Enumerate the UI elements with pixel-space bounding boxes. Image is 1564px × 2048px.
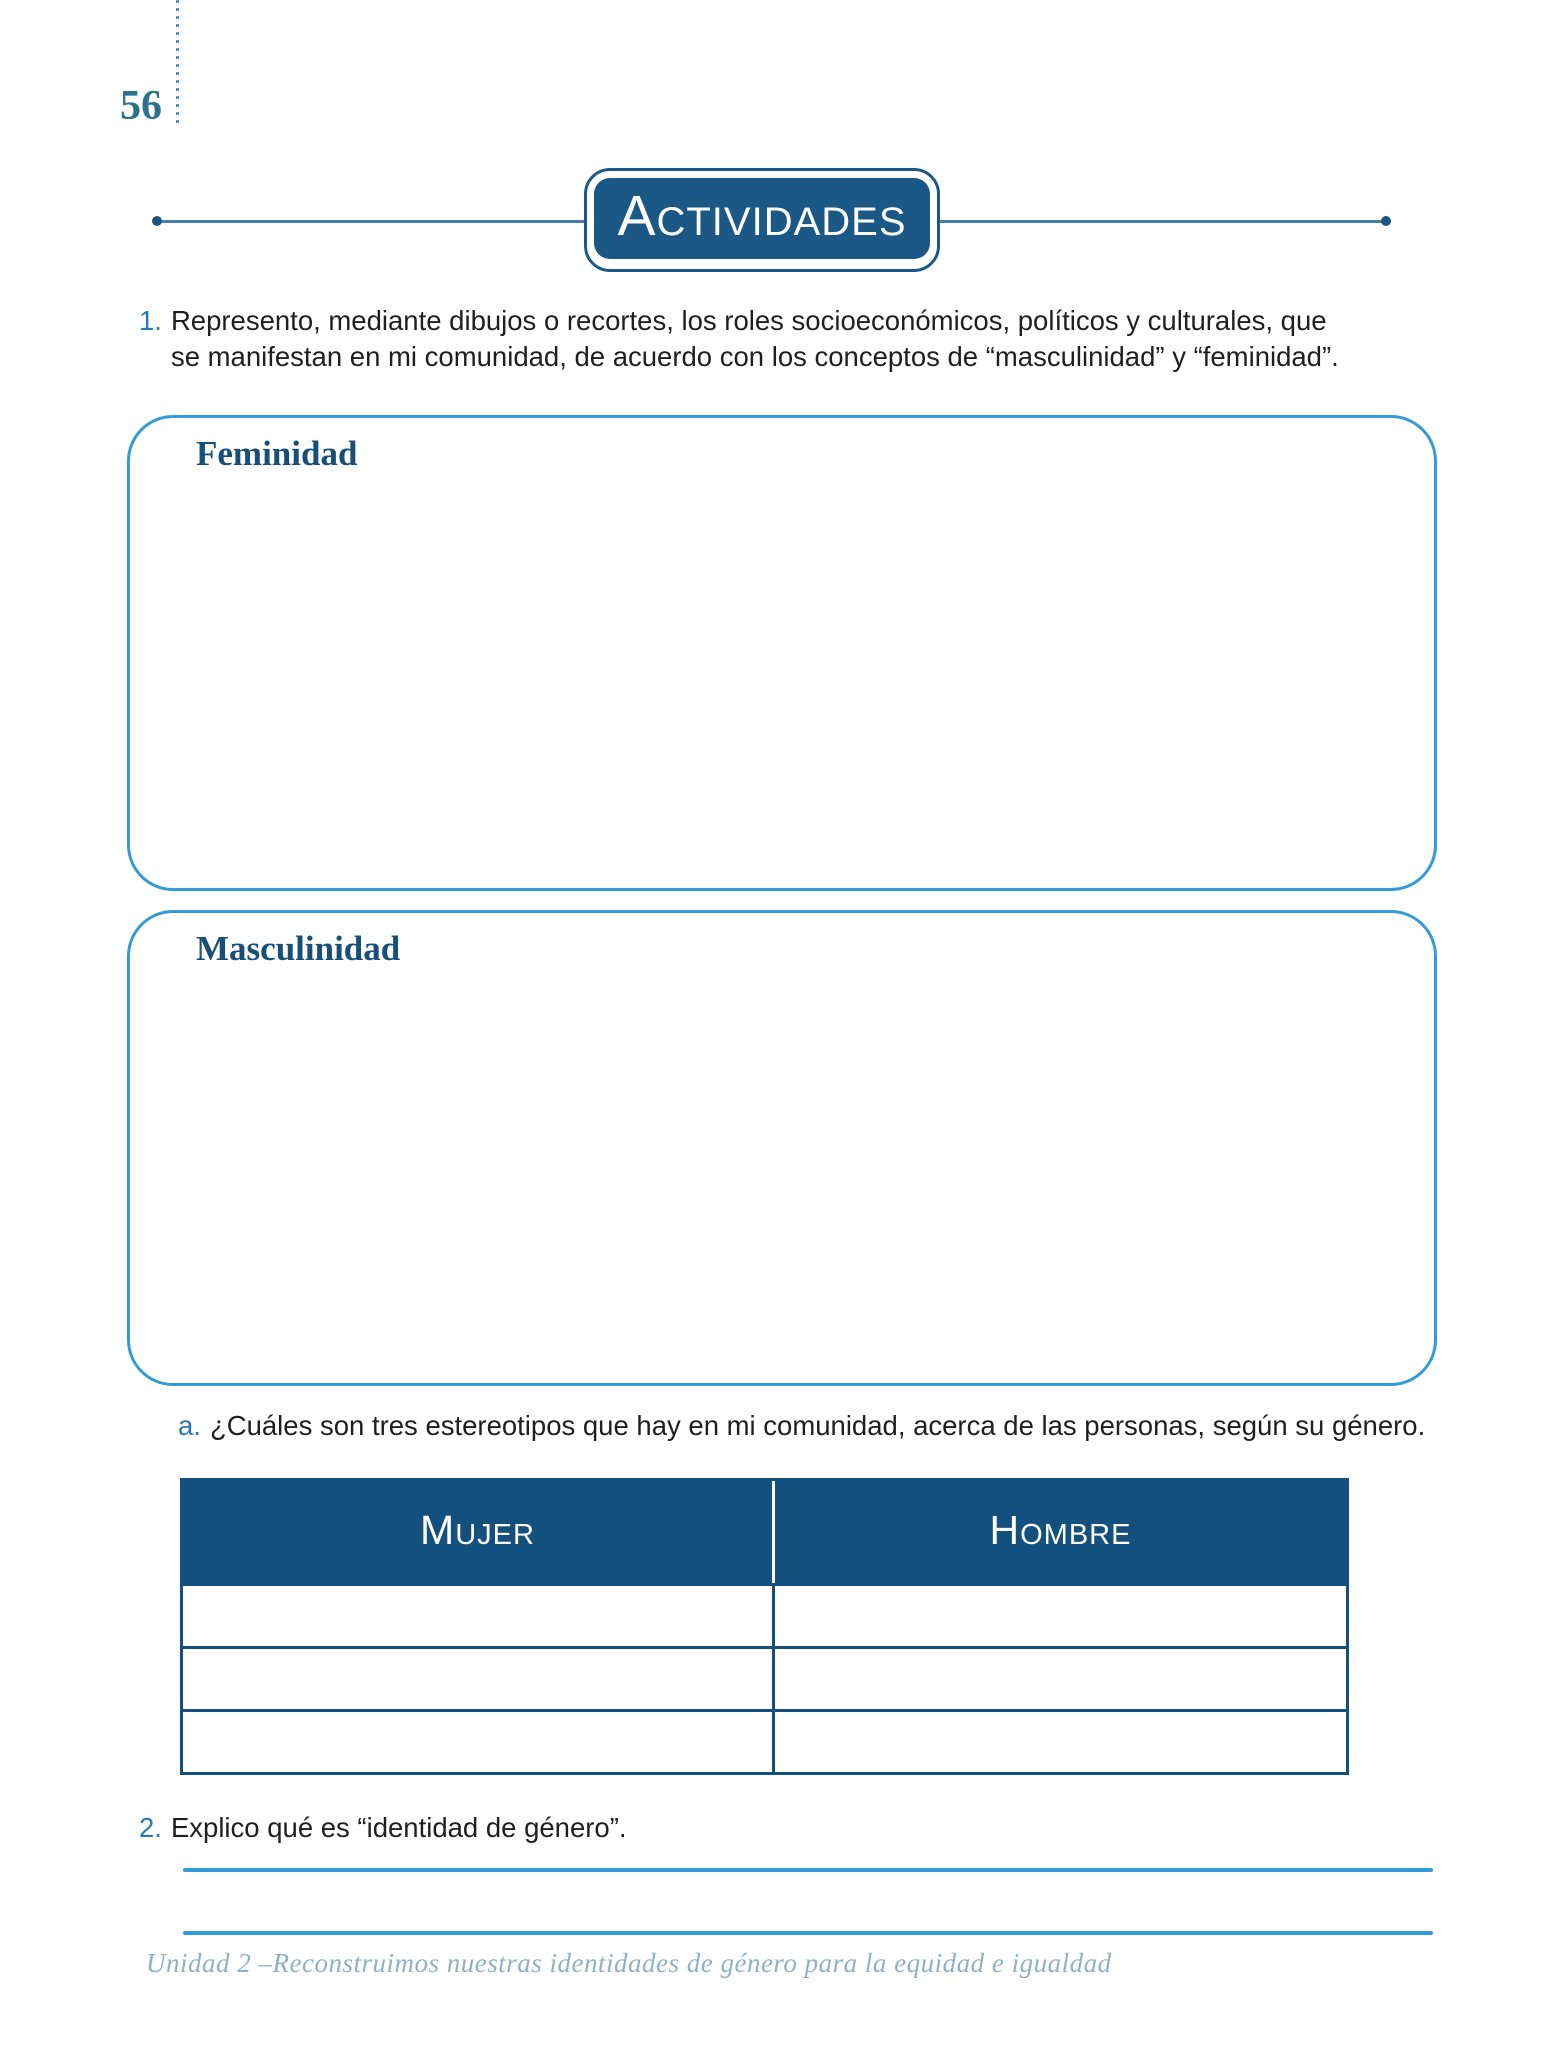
table-cell-mujer-1 — [183, 1586, 775, 1646]
activity-1-text — [171, 303, 1339, 375]
activity-1-text-line-2: se manifestan en mi comunidad, de acuerdo con los conceptos de “masculinidad” y “feminidad”. — [170, 341, 1339, 372]
feminidad-box — [127, 415, 1437, 891]
activities-badge — [584, 168, 940, 272]
question-a-text: ¿Cuáles son tres estereotipos que hay en mi comunidad, acerca de las personas, según su género. — [209, 1410, 1426, 1441]
table-cell-mujer-2 — [183, 1649, 775, 1709]
table-header-mujer-label: MUJER — [420, 1506, 535, 1553]
rule-dot-left-icon — [152, 216, 162, 226]
footer-unit-title: Unidad 2 –Reconstruimos nuestras identidades de género para la equidad e igualdad — [146, 1948, 1112, 1978]
table-header-mujer — [183, 1481, 775, 1583]
table-cell-hombre-1 — [775, 1586, 1346, 1646]
table-row — [183, 1709, 1346, 1772]
activity-2-number: 2. — [139, 1812, 162, 1843]
activity-1-item — [139, 303, 1339, 375]
masculinidad-label: Masculinidad — [196, 929, 401, 968]
activity-1-number: 1. — [139, 305, 162, 336]
question-a-item — [178, 1408, 1425, 1444]
rule-dot-right-icon — [1381, 216, 1391, 226]
feminidad-drawing-area — [140, 488, 1424, 878]
masculinidad-drawing-area — [140, 983, 1424, 1373]
masculinidad-box — [127, 910, 1437, 1386]
activity-2-item — [139, 1810, 627, 1846]
table-cell-hombre-3 — [775, 1712, 1346, 1772]
stereotypes-table-header — [183, 1481, 1346, 1583]
activity-1-text-line-1: Represento, mediante dibujos o recortes, los roles socioeconómicos, políticos y culturales, que — [170, 305, 1327, 336]
table-cell-hombre-2 — [775, 1649, 1346, 1709]
question-a-letter: a. — [178, 1410, 201, 1441]
table-cell-mujer-3 — [183, 1712, 775, 1772]
stereotypes-table — [180, 1478, 1349, 1775]
table-header-hombre — [775, 1481, 1346, 1583]
page-number: 56 — [120, 83, 162, 129]
answer-line-1 — [183, 1868, 1433, 1872]
activities-badge-label: ACTIVIDADES — [617, 183, 907, 248]
table-header-hombre-label: HOMBRE — [989, 1506, 1132, 1553]
table-row — [183, 1646, 1346, 1709]
margin-dotted-line — [176, 0, 179, 128]
feminidad-label: Feminidad — [196, 434, 358, 473]
activity-2-text: Explico qué es “identidad de género”. — [170, 1812, 627, 1843]
answer-line-2 — [183, 1931, 1433, 1935]
table-row — [183, 1583, 1346, 1646]
activities-badge-fill — [594, 178, 930, 259]
